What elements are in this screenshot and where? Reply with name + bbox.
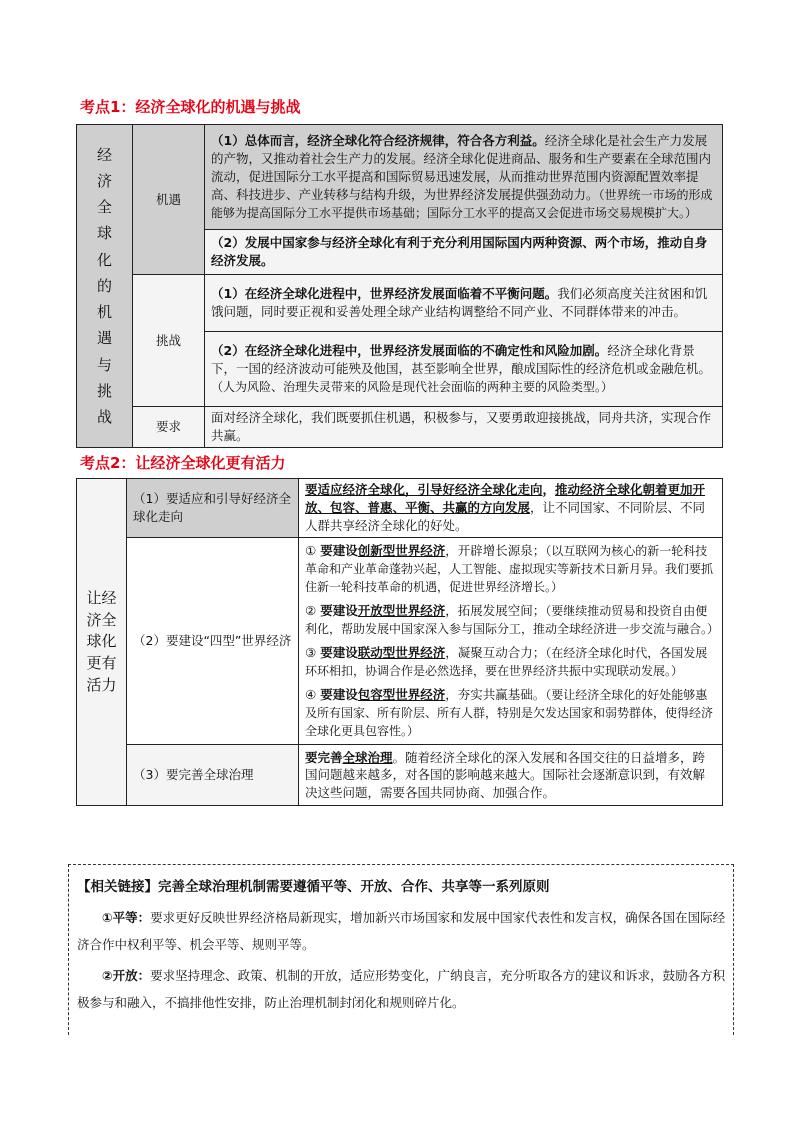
- global-governance-label: （3）要完善全球治理: [127, 745, 299, 806]
- requirement-label: 要求: [133, 407, 205, 448]
- four-types-item: ① 要建设创新型世界经济，开辟增长源泉；（以互联网为核心的新一轮科技革命和产业革命蓬勃兴起，人工智能、虚拟现实等新技术日新月异。我们要抓住新一轮科技革命的机遇，促进世界经济增长。）: [305, 543, 714, 595]
- adapt-guide-text: 要适应经济全球化，引导好经济全球化走向，推动经济全球化朝着更加开放、包容、普惠、平衡、共赢的方向发展，让不同国家、不同阶层、不同人群共享经济全球化的好处。: [299, 479, 723, 538]
- section1-heading: 考点1：经济全球化的机遇与挑战: [80, 98, 301, 116]
- challenge-item-2: （2）在经济全球化进程中，世界经济发展面临的不确定性和风险加剧。经济全球化背景下，一国的经济波动可能殃及他国，甚至影响全世界，酿成国际性的经济危机或金融危机。（人为风险、治理失灵带来的风险是现代社会面临的两种主要的风险类型。）: [205, 332, 723, 407]
- four-types-label: （2）要建设“四型”世界经济: [127, 538, 299, 745]
- adapt-guide-label: （1）要适应和引导好经济全球化走向: [127, 479, 299, 538]
- principle-equality: ①平等：要求更好反映世界经济格局新现实，增加新兴市场国家和发展中国家代表性和发言权，确保各国在国际经济合作中权利平等、机会平等、规则平等。: [77, 910, 726, 952]
- four-types-content: [299, 538, 723, 745]
- four-types-item: ③ 要建设联动型世界经济，凝聚互动合力；（在经济全球化时代，各国发展环环相扣，协调合作是必然选择，要在世界经济共振中实现联动发展。）: [305, 645, 708, 679]
- four-types-item: ② 要建设开放型世界经济，拓展发展空间；（要继续推动贸易和投资自由便利化，帮助发展中国家深入参与国际分工，推动全球经济进一步交流与融合。）: [305, 603, 720, 637]
- row-header-globalization: 经 济 全 球 化 的 机 遇 与 挑 战: [77, 125, 133, 448]
- challenge-label: 挑战: [133, 275, 205, 407]
- challenge-item-1: （1）在经济全球化进程中，世界经济发展面临着不平衡问题。我们必须高度关注贫困和饥饿问题，同时要正视和妥善处理全球产业结构调整给不同产业、不同群体带来的冲击。: [205, 275, 723, 332]
- opportunity-item-2: （2）发展中国家参与经济全球化有利于充分利用国际国内两种资源、两个市场，推动自身经济发展。: [205, 230, 723, 275]
- principle-openness: ②开放：要求坚持理念、政策、机制的开放，适应形势变化，广纳良言，充分听取各方的建议和诉求，鼓励各方积极参与和融入，不搞排他性安排，防止治理机制封闭化和规则碎片化。: [77, 967, 726, 1010]
- opportunity-challenge-table: [76, 124, 723, 448]
- global-governance-text: 要完善全球治理。随着经济全球化的深入发展和各国交往的日益增多，跨国问题越来越多，对各国的影响越来越大。国际社会逐渐意识到，有效解决这些问题，需要各国共同协商、加强合作。: [299, 745, 723, 806]
- vitality-table: [76, 478, 723, 806]
- related-link-box: [68, 864, 734, 1035]
- four-types-item: ④ 要建设包容型世界经济，夯实共赢基础。（要让经济全球化的好处能够惠及所有国家、所有阶层、所有人群，特别是欠发达国家和弱势群体，使得经济全球化更具包容性。）: [305, 687, 714, 739]
- opportunity-label: 机遇: [133, 125, 205, 275]
- requirement-text: 面对经济全球化，我们既要抓住机遇，积极参与，又要勇敢迎接挑战，同舟共济，实现合作共赢。: [205, 407, 723, 448]
- section2-heading: 考点2：让经济全球化更有活力: [80, 454, 286, 472]
- opportunity-item-1: （1）总体而言，经济全球化符合经济规律，符合各方利益。经济全球化是社会生产力发展的产物，又推动着社会生产力的发展。经济全球化促进商品、服务和生产要素在全球范围内流动，促进国际分工水平提高和国际贸易迅速发展，从而推动世界范围内资源配置效率提高、科技进步、产业转移与结构升级，为世界经济发展提供强劲动力。（世界统一市场的形成能够为提高国际分工水平提供市场基础；国际分工水平的提高又会促进市场交易规模扩大。）: [205, 125, 723, 230]
- row-header-vitality: 让经 济全 球化 更有 活力: [77, 479, 127, 806]
- related-link-title: 【相关链接】完善全球治理机制需要遵循平等、开放、合作、共享等一系列原则: [77, 879, 550, 895]
